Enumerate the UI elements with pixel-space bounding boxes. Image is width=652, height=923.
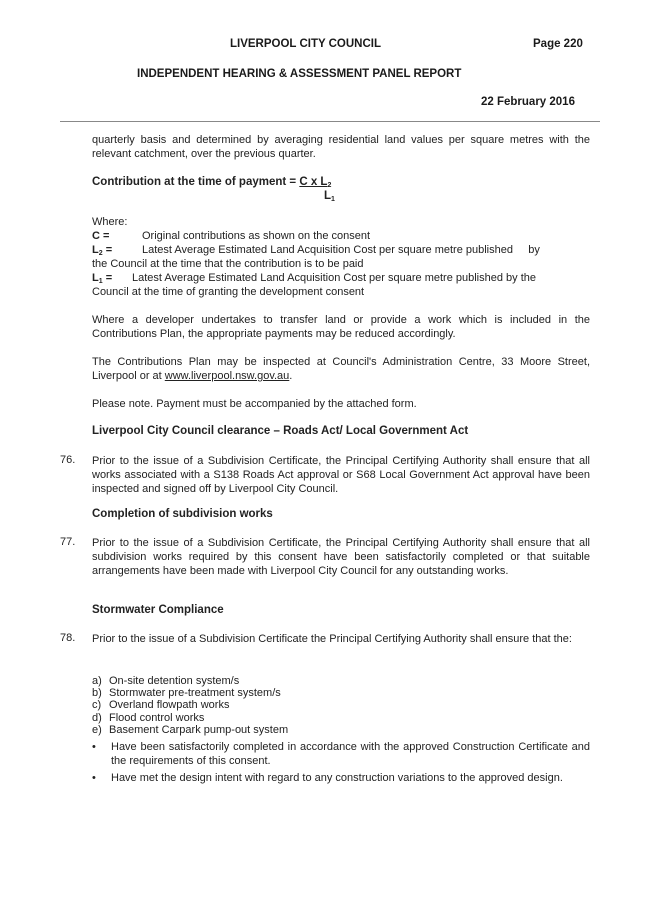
def-l1-text: Latest Average Estimated Land Acquisition Cost per square metre published by the xyxy=(132,272,536,284)
council-website-link[interactable]: www.liverpool.nsw.gov.au xyxy=(164,370,290,383)
list-item: e) Basement Carpark pump-out system xyxy=(92,723,289,736)
stormwater-bullets-list xyxy=(92,740,590,785)
section-76-number: 76. xyxy=(60,454,76,466)
note-paragraph: Please note. Payment must be accompanied by the attached form. xyxy=(92,398,417,410)
section-78-number: 78. xyxy=(60,632,76,644)
def-l1: $L_1$ = Latest Average Estimated Land Acquisition Cost per square metre published by the xyxy=(92,272,536,285)
formula-label: Contribution at the time of payment = xyxy=(92,176,300,188)
def-c-term: C = xyxy=(92,230,110,242)
inspect-paragraph: The Contributions Plan may be inspected at Council's Administration Centre, 33 Moore Street, Liverpool or at www.liverpool.nsw.gov.au. xyxy=(92,356,590,383)
bullet-item: • Have met the design intent with regard to any construction variations to the approved design. xyxy=(92,772,563,784)
section-78-text: Prior to the issue of a Subdivision Certificate the Principal Certifying Authority shall ensure that the: xyxy=(92,633,572,645)
section-77-text: Prior to the issue of a Subdivision Certificate, the Principal Certifying Authority shall ensure that all subdivision works required by this consent have been satisfactorily completed or that suitable arrangements have been made with Liverpool City Council for any outstanding works. xyxy=(92,537,590,578)
section-76-heading: Liverpool City Council clearance – Roads Act/ Local Government Act xyxy=(92,425,469,437)
list-item: c) Overland flowpath works xyxy=(92,699,230,712)
def-c xyxy=(92,229,590,243)
where-label: Where: xyxy=(92,216,128,228)
section-76-text: Prior to the issue of a Subdivision Certificate, the Principal Certifying Authority shall ensure that all works associated with a S138 Roads Act approval or S68 Local Government Act approval have been inspected and signed off by Liverpool City Council. xyxy=(92,455,590,496)
def-c-text: Original contributions as shown on the consent xyxy=(142,230,371,242)
bullet-item: • Have been satisfactorily completed in accordance with the approved Construction Certificate and the requirements of this consent. xyxy=(92,741,590,767)
list-item: a) On-site detention system/s xyxy=(92,675,240,687)
def-l2-text: Latest Average Estimated Land Acquisition Cost per square metre published by xyxy=(142,244,540,256)
formula xyxy=(92,176,331,189)
council-name: LIVERPOOL CITY COUNCIL xyxy=(230,38,382,50)
formula-denominator: $L_1$ xyxy=(324,190,335,203)
section-78-heading: Stormwater Compliance xyxy=(92,604,224,616)
formula-numerator: C x $L_2$ xyxy=(299,176,332,189)
def-l2: $L_2$ = Latest Average Estimated Land Acquisition Cost per square metre published by xyxy=(92,244,540,257)
stormwater-items-list xyxy=(92,675,288,736)
page-number: Page 220 xyxy=(533,38,583,50)
section-77-number: 77. xyxy=(60,536,76,548)
list-item: d) Flood control works xyxy=(92,711,205,724)
def-l2-cont: the Council at the time that the contribution is to be paid xyxy=(92,258,364,270)
header-divider xyxy=(60,121,600,122)
report-date: 22 February 2016 xyxy=(481,96,575,108)
def-l1-cont: Council at the time of granting the development consent xyxy=(92,286,365,298)
intro-paragraph: quarterly basis and determined by averaging residential land values per square metres with the relevant catchment, over the previous quarter. xyxy=(92,134,590,161)
report-title: INDEPENDENT HEARING & ASSESSMENT PANEL REPORT xyxy=(137,68,462,80)
list-item: b) Stormwater pre-treatment system/s xyxy=(92,687,281,700)
section-77-heading: Completion of subdivision works xyxy=(92,508,273,520)
developer-paragraph: Where a developer undertakes to transfer land or provide a work which is included in the Contributions Plan, the appropriate payments may be reduced accordingly. xyxy=(92,314,590,341)
